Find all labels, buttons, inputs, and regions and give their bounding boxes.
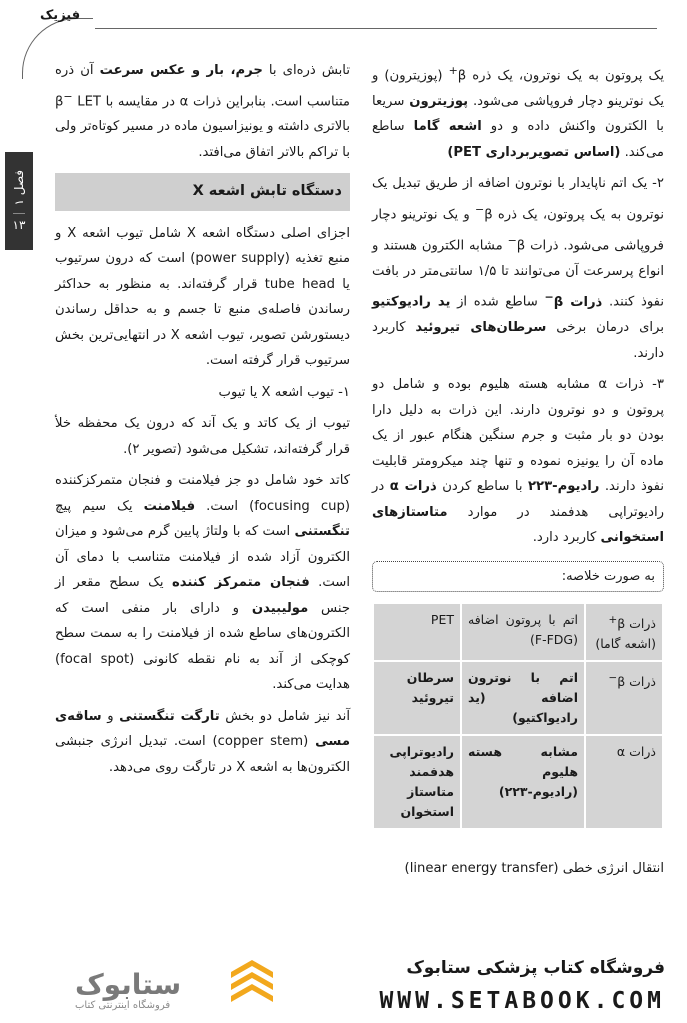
paragraph: تیوب از یک کاتد و یک آند که درون یک محفظه خلأ قرار گرفته‌اند، تشکیل می‌شود (تصویر ۲). — [55, 416, 350, 457]
logo-text: ستابوک — [75, 968, 182, 1001]
table-cell: اتم با پروتون اضافه (F-FDG) — [461, 603, 585, 661]
section-heading: دستگاه تابش اشعه X — [55, 173, 350, 211]
book-icon — [230, 958, 275, 1010]
chapter-tab — [5, 152, 33, 250]
chapter-label: فصل ۱ — [12, 169, 26, 206]
table-cell: ذرات β− — [585, 661, 663, 735]
paragraph: آند نیز شامل دو بخش تارگت تنگستنی و ساقه‌ی مسی (copper stem) است. تبدیل انرژی جنبشی الکترون‌ها به اشعه X در تارگت روی می‌دهد. — [55, 708, 350, 775]
table-row — [373, 735, 663, 829]
paragraph: اجزای اصلی دستگاه اشعه X شامل تیوب اشعه X و منبع تغذیه (power supply) است که درون سرتیوب یا tube head قرار گرفته‌اند. به منظور به حداکثر رساندن فاصله‌ی منبع تا جسم و به حداقل رساندن دیستورشن تصویر، تیوب اشعه X در انتهایی‌ترین بخش سرتیوب قرار گرفته است. — [55, 225, 351, 369]
page-number: ۱۳ — [13, 213, 26, 232]
setabook-logo[interactable] — [35, 954, 275, 1014]
table-cell: رادیوتراپی هدفمند متاستاز استخوان — [373, 735, 461, 829]
summary-label: به صورت خلاصه: — [372, 561, 664, 593]
table-cell: سرطان تیروئید — [373, 661, 461, 735]
subject-title: فیزیک — [40, 8, 81, 23]
right-column — [372, 58, 664, 888]
paragraph: ۳- ذرات α مشابه هسته هلیوم بوده و شامل دو پروتون و دو نوترون دارند. این ذرات به دلیل دارا بودن دو بار مثبت و جرم سنگین هنگام عبور از یک ماده آن را یونیزه نموده و تنها چند میکرومتر قابلیت نفوذ دارند. رادیوم-۲۲۳ با ساطع کردن ذرات α در رادیوتراپی هدفمند در موارد متاستازهای استخوانی کاربرد دارد. — [372, 377, 664, 546]
logo-subtitle: فروشگاه اینترنتی کتاب — [75, 1000, 171, 1011]
footer-banner — [0, 948, 687, 1023]
shop-url[interactable]: WWW.SETABOOK.COM — [379, 988, 665, 1014]
summary-table — [372, 602, 664, 830]
paragraph: یک پروتون به یک نوترون، یک ذره β+ (پوزیترون) و یک نوترینو دچار فروپاشی می‌شود. پوزیترون سریعا با الکترون واکنش داده و دو اشعه گاما ساطع می‌کند. (اساس تصویربرداری PET) — [372, 64, 664, 160]
paragraph: کاتد خود شامل دو جز فیلامنت و فنجان متمرکزکننده (focusing cup) است. فیلامنت یک سیم پیچ تنگستنی است که با ولتاژ پایین گرم می‌شود و میزان الکترون آزاد شده از فیلامنت متناسب با دمای آن است. فنجان متمرکز کننده یک سطح مقعر از جنس مولیبیدن و دارای بار منفی است که الکترون‌های ساطع شده از فیلامنت را به سمت سطح کوچکی از آند به نام نقطه کانونی (focal spot) هدایت می‌کند. — [55, 473, 350, 693]
left-column — [55, 58, 350, 786]
table-cell: PET — [373, 603, 461, 661]
paragraph: انتقال انرژی خطی (linear energy transfer) — [404, 861, 664, 877]
table-row — [373, 661, 663, 735]
table-row — [373, 603, 663, 661]
paragraph: تابش ذره‌ای با جرم، بار و عکس سرعت آن ذره متناسب است. بنابراین ذرات α در مقایسه با β− LET بالاتری داشته و یونیزاسیون ماده در مسیر کوتاه‌تر ولی با تراکم بالاتر اتفاق می‌افتد. — [55, 63, 350, 160]
shop-name: فروشگاه کتاب پزشکی ستابوک — [406, 958, 665, 978]
table-cell: اتم با نوترون اضافه (ید رادیواکتیو) — [461, 661, 585, 735]
paragraph: ۲- یک اتم ناپایدار با نوترون اضافه از طریق تبدیل یک نوترون به یک پروتون، یک ذره β− و یک نوترینو دچار فروپاشی می‌شود. ذرات β− مشابه الکترون هستند و انواع پرسرعت آن می‌توانند تا ۱/۵ سانتی‌متر در بافت نفوذ کنند. ذرات β− ساطع شده از ید رادیوکتیو برای درمان برخی سرطان‌های تیروئید کاربرد دارند. — [372, 176, 665, 361]
table-cell: ذرات α — [585, 735, 663, 829]
table-cell: مشابه هسته هلیوم (رادیوم-۲۲۳) — [461, 735, 585, 829]
subheading: ۱- تیوب اشعه X یا تیوب — [218, 384, 350, 400]
table-cell: ذرات β+ (اشعه گاما) — [585, 603, 663, 661]
header-rule — [95, 28, 657, 29]
